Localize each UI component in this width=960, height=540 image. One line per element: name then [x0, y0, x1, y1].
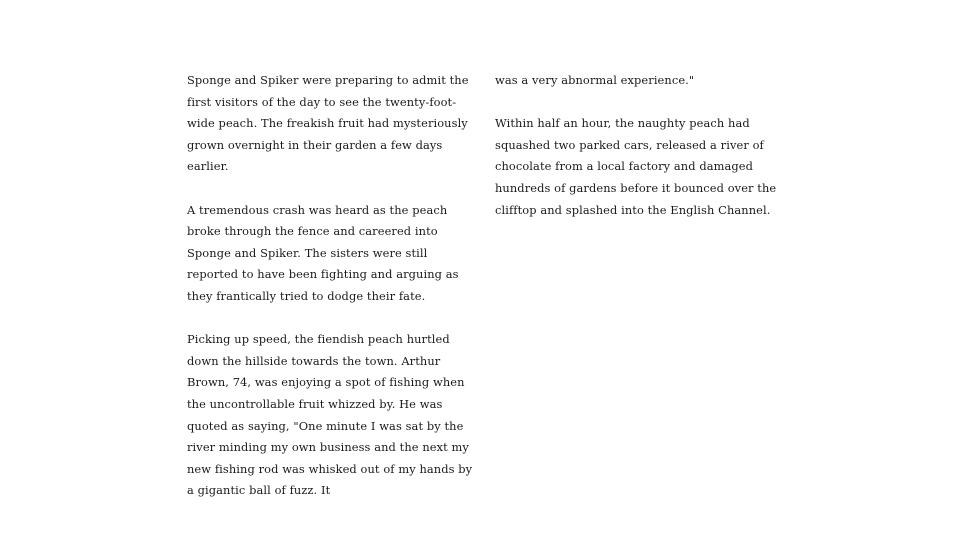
article-column-right: [495, 70, 785, 221]
paragraph-visitors: Sponge and Spiker were preparing to admit the first visitors of the day to see the twenty-foot-wide peach. The freakish fruit had mysteriously grown overnight in their garden a few days earlier.: [187, 73, 469, 174]
article-column-left: [187, 70, 477, 502]
paragraph-quote-end: was a very abnormal experience.": [495, 73, 695, 87]
paragraph-hurtled: Picking up speed, the fiendish peach hurtled down the hillside towards the town. Arthur Brown, 74, was enjoying a spot of fishing when the uncontrollable fruit whizzed by. He was quoted as saying, "One minute I was sat by the river minding my own business and the next my new fishing rod was whisked out of my hands by a gigantic ball of fuzz. It: [187, 332, 473, 498]
paragraph-channel: Within half an hour, the naughty peach had squashed two parked cars, released a river of chocolate from a local factory and damaged hundreds of gardens before it bounced over the clifftop and splashed into the English Channel.: [495, 116, 777, 217]
paragraph-crash: A tremendous crash was heard as the peach broke through the fence and careered into Sponge and Spiker. The sisters were still reported to have been fighting and arguing as they frantically tried to dodge their fate.: [187, 202, 459, 303]
